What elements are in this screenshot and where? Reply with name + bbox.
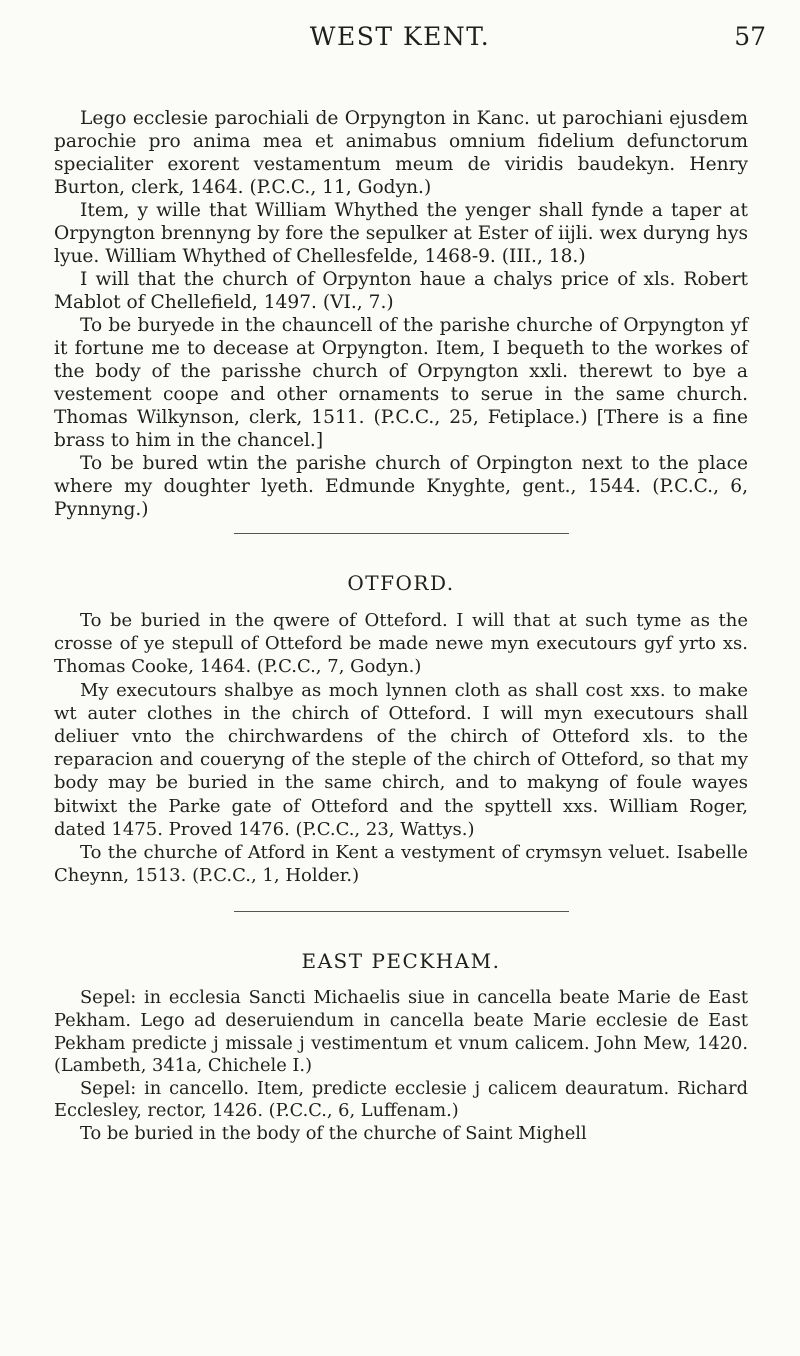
- paragraph: To be buryede in the chauncell of the parishe churche of Orpyngton yf it fortune me to decease at Orpyngton. Item, I bequeth to the workes of the body of the parisshe church of Orpyngton xxli. therewt to bye a vestement coope and other ornaments to serue in the same church. Thomas Wilkynson, clerk, 1511. (P.C.C., 25, Fetiplace.) [There is a fine brass to him in the chancel.]: [54, 315, 748, 451]
- section-title: EAST PECKHAM.: [301, 949, 501, 974]
- section-divider: [234, 911, 569, 912]
- paragraph: To be bured wtin the parishe church of Orpington next to the place where my doughter lyeth. Edmunde Knyghte, gent., 1544. (P.C.C., 6, Pynnyng.): [54, 453, 748, 520]
- running-head: WEST KENT.: [309, 22, 491, 51]
- paragraph: Sepel: in cancello. Item, predicte ecclesie j calicem deauratum. Richard Ecclesley, rector, 1426. (P.C.C., 6, Luffenam.): [54, 1077, 748, 1122]
- paragraph: Lego ecclesie parochiali de Orpyngton in Kanc. ut parochiani ejusdem parochie pro anima mea et animabus omnium fidelium defunctorum specialiter exorent vestamentum meum de viridis baudekyn. Henry Burton, clerk, 1464. (P.C.C., 11, Godyn.): [54, 108, 748, 198]
- section-orpington: [54, 107, 748, 521]
- paragraph: Sepel: in ecclesia Sancti Michaelis siue in cancella beate Marie de East Pekham. Lego ad deseruiendum in cancella beate Marie ecclesie de East Pekham predicte j missale j vestimentum et vnum calicem. John Mew, 1420. (Lambeth, 341a, Chichele I.): [54, 987, 748, 1077]
- paragraph: To the churche of Atford in Kent a vestyment of crymsyn veluet. Isabelle Cheynn, 1513. (P.C.C., 1, Holder.): [54, 842, 748, 887]
- page-header: [0, 22, 800, 72]
- section-divider: [234, 533, 569, 534]
- paragraph: My executours shalbye as moch lynnen cloth as shall cost xxs. to make wt auter clothes in the chirch of Otteford. I will myn executours shall deliuer vnto the chirchwardens of the chirch of Otteford xls. to the reparacion and coueryng of the steple of the chirch of Otteford, so that my body may be buried in the same chirch, and to makyng of foule wayes bitwixt the Parke gate of Otteford and the spyttell xxs. William Roger, dated 1475. Proved 1476. (P.C.C., 23, Wattys.): [54, 679, 748, 840]
- paragraph: I will that the church of Orpynton haue a chalys price of xls. Robert Mablot of Chellefield, 1497. (VI., 7.): [54, 269, 748, 313]
- section-title: OTFORD.: [347, 571, 455, 595]
- section-east-peckham: [54, 950, 748, 1145]
- paragraph: Item, y wille that William Whythed the yenger shall fynde a taper at Orpyngton brennyng by fore the sepulker at Ester of iijli. wex duryng hys lyue. William Whythed of Chellesfelde, 1468-9. (III., 18.): [54, 200, 748, 267]
- section-otford: [54, 572, 748, 887]
- paragraph: To be buried in the qwere of Otteford. I will that at such tyme as the crosse of ye stepull of Otteford be made newe myn executours gyf yrto xs. Thomas Cooke, 1464. (P.C.C., 7, Godyn.): [54, 610, 748, 678]
- paragraph: To be buried in the body of the churche of Saint Mighell: [80, 1123, 587, 1144]
- page-number: 57: [734, 22, 766, 51]
- page-body: [54, 107, 748, 1146]
